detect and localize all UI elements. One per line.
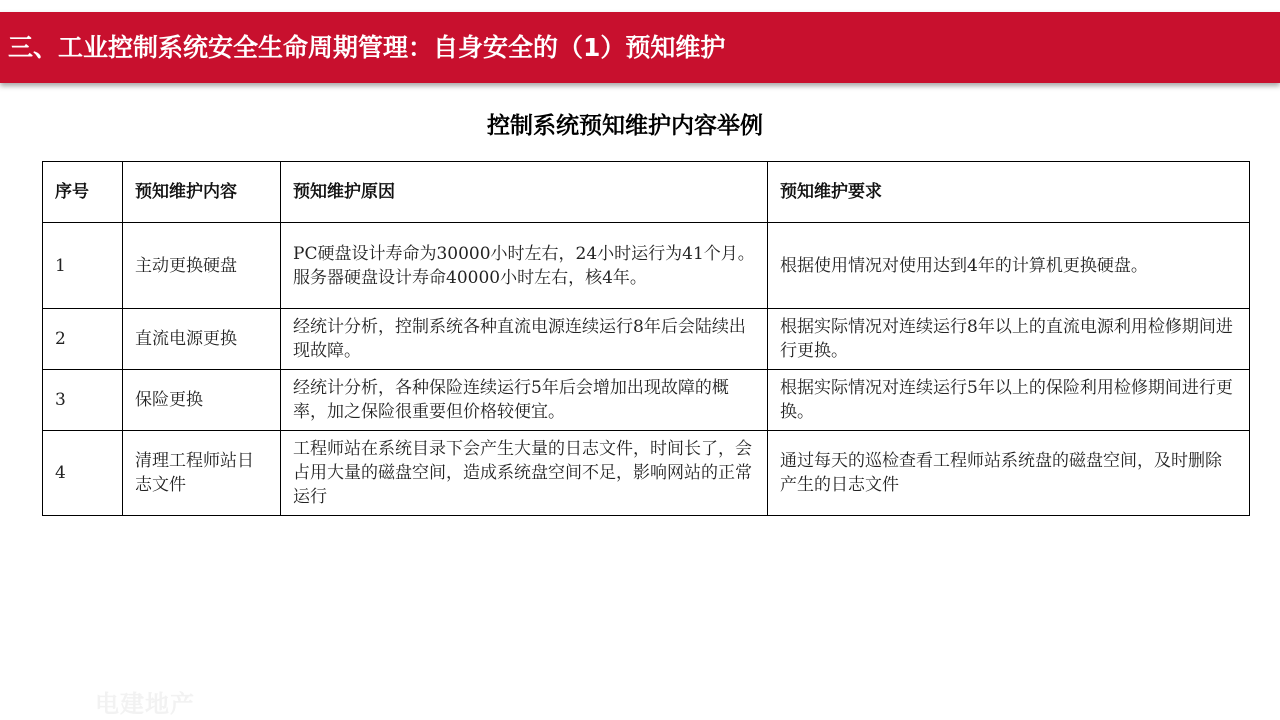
cell-requirement: 根据实际情况对连续运行8年以上的直流电源利用检修期间进行更换。: [768, 309, 1250, 370]
table-row: [43, 223, 1250, 309]
column-header-no: 序号: [43, 162, 123, 223]
cell-no: 3: [43, 370, 123, 431]
cell-reason: 工程师站在系统目录下会产生大量的日志文件，时间长了，会占用大量的磁盘空间，造成系统盘空间不足，影响网站的正常运行: [281, 431, 768, 516]
watermark-logo-text: 电建地产: [95, 690, 195, 718]
column-header-content: 预知维护内容: [123, 162, 281, 223]
cell-reason: 经统计分析，各种保险连续运行5年后会增加出现故障的概率，加之保险很重要但价格较便宜。: [281, 370, 768, 431]
cell-requirement: 根据使用情况对使用达到4年的计算机更换硬盘。: [768, 223, 1250, 309]
title-banner: [0, 12, 1280, 83]
cell-no: 4: [43, 431, 123, 516]
column-header-requirement: 预知维护要求: [768, 162, 1250, 223]
table-row: [43, 309, 1250, 370]
cell-reason: PC硬盘设计寿命为30000小时左右，24小时运行为41个月。服务器硬盘设计寿命40000小时左右，核4年。: [281, 223, 768, 309]
cell-requirement: 根据实际情况对连续运行5年以上的保险利用检修期间进行更换。: [768, 370, 1250, 431]
cell-reason: 经统计分析，控制系统各种直流电源连续运行8年后会陆续出现故障。: [281, 309, 768, 370]
cell-content: 主动更换硬盘: [123, 223, 281, 309]
table-row: [43, 370, 1250, 431]
cell-no: 2: [43, 309, 123, 370]
maintenance-table: [42, 161, 1250, 516]
table-header-row: [43, 162, 1250, 223]
cell-content: 直流电源更换: [123, 309, 281, 370]
cell-content: 清理工程师站日志文件: [123, 431, 281, 516]
table-row: [43, 431, 1250, 516]
cell-requirement: 通过每天的巡检查看工程师站系统盘的磁盘空间，及时删除产生的日志文件: [768, 431, 1250, 516]
cell-content: 保险更换: [123, 370, 281, 431]
table-caption: 控制系统预知维护内容举例: [487, 112, 763, 139]
cell-no: 1: [43, 223, 123, 309]
page-title: 三、工业控制系统安全生命周期管理：自身安全的（1）预知维护: [8, 33, 726, 62]
column-header-reason: 预知维护原因: [281, 162, 768, 223]
